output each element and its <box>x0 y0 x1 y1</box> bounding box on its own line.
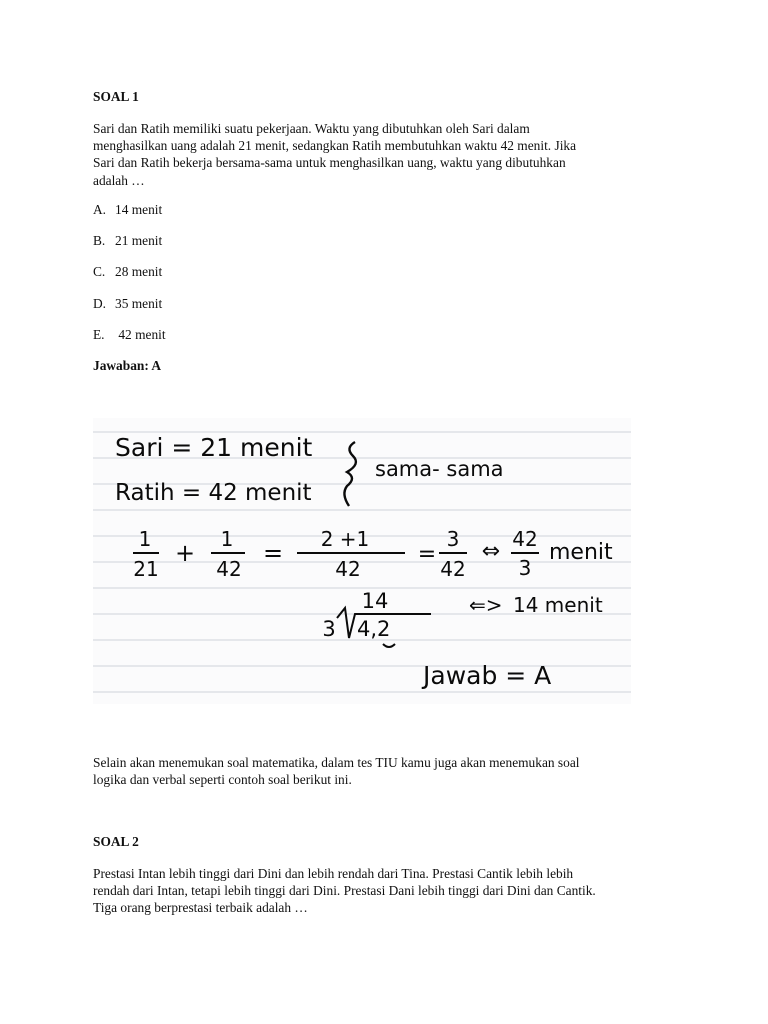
hw-frac1-num: 1 <box>138 527 152 551</box>
transition-paragraph <box>93 754 683 788</box>
hw-result: 14 menit <box>513 593 603 617</box>
hw-brace-label: sama- sama <box>375 457 504 481</box>
hw-arrow-2-icon: ⇐> <box>469 593 503 617</box>
soal1-answer: Jawaban: A <box>93 358 162 373</box>
hw-equals-2: = <box>417 542 437 567</box>
transition-line: Selain akan menemukan soal matematika, dalam tes TIU kamu juga akan menemukan soal <box>93 755 580 770</box>
hw-division-quotient: 14 <box>361 589 389 613</box>
option-e <box>93 327 166 343</box>
option-letter: B. <box>93 233 106 248</box>
soal1-question <box>93 120 683 189</box>
hw-frac5-den: 3 <box>518 556 532 580</box>
option-text: 35 menit <box>115 296 163 311</box>
hw-final-answer: Jawab = A <box>423 661 552 690</box>
hw-sari-line: Sari = 21 menit <box>115 433 313 462</box>
option-c <box>93 264 162 280</box>
curly-brace-icon <box>344 442 355 506</box>
handwritten-solution-image <box>93 418 631 704</box>
soal1-question-line: Sari dan Ratih bekerja bersama-sama untuk menghasilkan uang, waktu yang dibutuhkan <box>93 155 566 171</box>
hw-iff-arrow-icon: ⇔ <box>481 539 501 564</box>
soal2-question <box>93 865 683 917</box>
handwritten-solution-svg <box>93 418 631 704</box>
hw-frac3-den: 42 <box>335 557 361 581</box>
transition-line: logika dan verbal seperti contoh soal berikut ini. <box>93 772 352 788</box>
soal1-question-line: menghasilkan uang adalah 21 menit, sedangkan Ratih membutuhkan waktu 42 menit. Jika <box>93 138 577 154</box>
option-letter: D. <box>93 296 107 311</box>
hw-division-divisor: 3 <box>322 617 336 641</box>
hw-division-dividend: 4,2 <box>357 617 391 641</box>
option-text: 14 menit <box>115 202 163 217</box>
option-d <box>93 296 162 312</box>
option-text: 42 menit <box>115 327 166 342</box>
option-a <box>93 202 162 218</box>
hw-frac1-den: 21 <box>133 557 159 581</box>
hw-frac3-num: 2 +1 <box>320 527 370 551</box>
hw-frac4-num: 3 <box>446 527 460 551</box>
soal1-heading: SOAL 1 <box>93 89 139 104</box>
soal1-question-line: Sari dan Ratih memiliki suatu pekerjaan. Waktu yang dibutuhkan oleh Sari dalam <box>93 121 530 136</box>
hw-unit-menit: menit <box>549 540 613 565</box>
soal2-question-line: Tiga orang berprestasi terbaik adalah … <box>93 900 308 916</box>
hw-frac5-num: 42 <box>512 527 538 551</box>
option-text: 21 menit <box>115 233 163 248</box>
soal2-heading: SOAL 2 <box>93 834 139 849</box>
option-letter: A. <box>93 202 107 217</box>
soal2-question-line: rendah dari Intan, tetapi lebih tinggi dari Dini. Prestasi Dani lebih tinggi dari Dini dan Cantik. <box>93 883 596 899</box>
hw-frac4-den: 42 <box>440 557 466 581</box>
hw-frac2-num: 1 <box>220 527 234 551</box>
option-letter: E. <box>93 327 105 342</box>
hw-frac2-den: 42 <box>216 557 242 581</box>
option-letter: C. <box>93 264 106 279</box>
hw-plus: + <box>174 539 196 567</box>
hw-underline-mark <box>383 644 395 647</box>
hw-ratih-line: Ratih = 42 menit <box>115 480 312 506</box>
hw-equals-1: = <box>262 539 284 567</box>
soal1-question-line: adalah … <box>93 172 145 188</box>
soal2-question-line: Prestasi Intan lebih tinggi dari Dini dan lebih rendah dari Tina. Prestasi Cantik lebih lebih <box>93 866 574 881</box>
option-b <box>93 233 162 249</box>
option-text: 28 menit <box>115 264 163 279</box>
